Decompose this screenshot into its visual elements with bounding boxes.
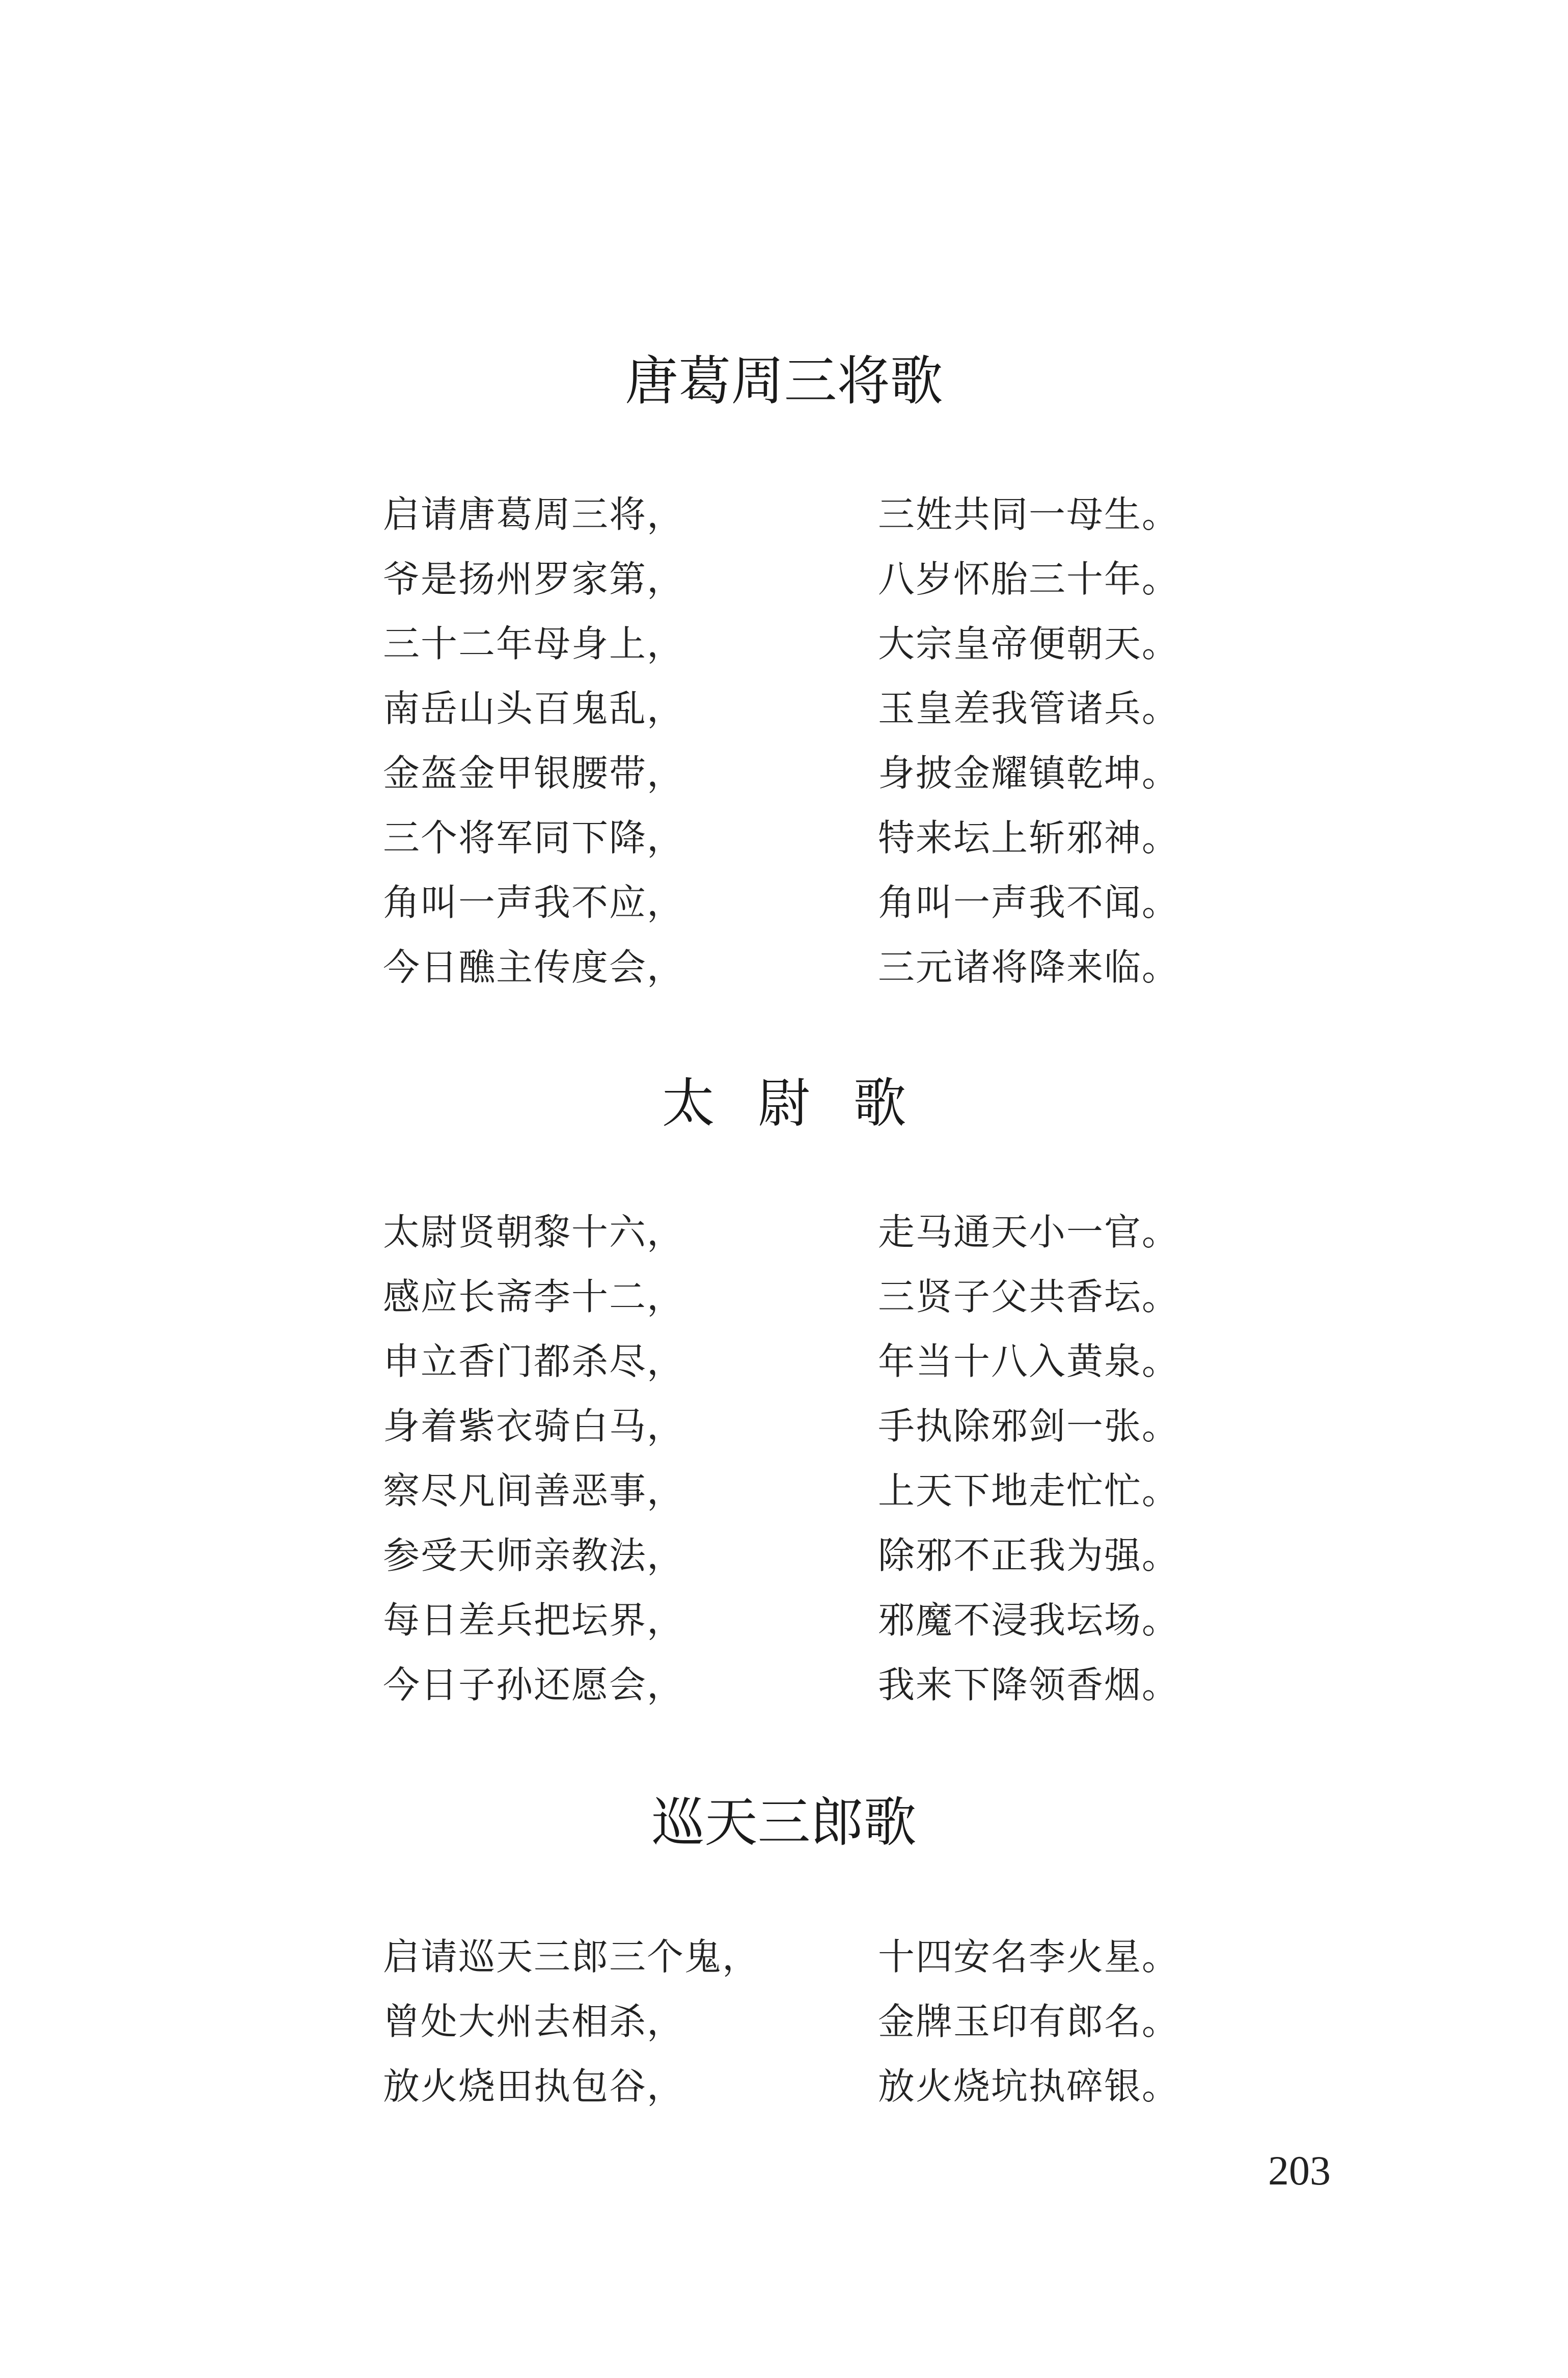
verse-second-half: 三元诸将降来临。: [878, 946, 1180, 989]
verse-second-half: 放火烧坑执碎银。: [878, 2065, 1180, 2108]
verse-line: [0, 1588, 1568, 1653]
section-title: 太尉歌: [662, 1072, 949, 1134]
verse-line: [0, 1265, 1568, 1329]
verse-line: [0, 870, 1568, 935]
verse-first-half: 身着紫衣骑白马，: [383, 1405, 685, 1447]
verse-second-half: 手执除邪剑一张。: [878, 1405, 1180, 1447]
verse-second-half: 三贤子父共香坛。: [878, 1275, 1180, 1318]
verse-first-half: 察尽凡间善恶事，: [383, 1469, 685, 1512]
verse-first-half: 角叫一声我不应，: [383, 881, 685, 924]
verse-line: [0, 547, 1568, 612]
verse-second-half: 身披金耀镇乾坤。: [878, 752, 1180, 795]
section-title: 巡天三郎歌: [651, 1791, 917, 1853]
verse-line: [0, 806, 1568, 870]
verse-first-half: 爷是扬州罗家第，: [383, 558, 685, 600]
verse-second-half: 八岁怀胎三十年。: [878, 558, 1180, 600]
verse-line: [0, 1459, 1568, 1523]
verse-first-half: 启请巡天三郎三个鬼，: [383, 1935, 760, 1978]
verse-first-half: 申立香门都杀尽，: [383, 1340, 685, 1383]
verse-second-half: 十四安名李火星。: [878, 1935, 1180, 1978]
verse-first-half: 南岳山头百鬼乱，: [383, 687, 685, 730]
verse-line: [0, 2054, 1568, 2119]
verse-first-half: 参受天师亲教法，: [383, 1534, 685, 1577]
verse-first-half: 启请唐葛周三将，: [383, 493, 685, 536]
verse-second-half: 角叫一声我不闻。: [878, 881, 1180, 924]
verse-first-half: 放火烧田执包谷，: [383, 2065, 685, 2108]
verse-line: [0, 741, 1568, 806]
verse-line: [0, 1653, 1568, 1717]
verse-line: [0, 1200, 1568, 1265]
verse-second-half: 年当十八入黄泉。: [878, 1340, 1180, 1383]
verse-second-half: 玉皇差我管诸兵。: [878, 687, 1180, 730]
verse-line: [0, 482, 1568, 547]
verse-first-half: 曾处大州去相杀，: [383, 2000, 685, 2043]
verse-line: [0, 1925, 1568, 1989]
section-title: 唐葛周三将歌: [625, 350, 943, 412]
verse-second-half: 邪魔不浸我坛场。: [878, 1599, 1180, 1642]
verse-second-half: 走马通天小一官。: [878, 1211, 1180, 1253]
verse-first-half: 金盔金甲银腰带，: [383, 752, 685, 795]
verse-first-half: 今日子孙还愿会，: [383, 1663, 685, 1706]
page-number: 203: [1268, 2147, 1331, 2194]
verse-line: [0, 1394, 1568, 1459]
verse-second-half: 三姓共同一母生。: [878, 493, 1180, 536]
verse-line: [0, 1989, 1568, 2054]
verse-first-half: 每日差兵把坛界，: [383, 1599, 685, 1642]
verse-first-half: 今日醮主传度会，: [383, 946, 685, 989]
verse-line: [0, 676, 1568, 741]
verse-first-half: 三十二年母身上，: [383, 622, 685, 665]
verse-second-half: 除邪不正我为强。: [878, 1534, 1180, 1577]
verse-second-half: 特来坛上斩邪神。: [878, 816, 1180, 859]
verse-first-half: 三个将军同下降，: [383, 816, 685, 859]
verse-second-half: 大宗皇帝便朝天。: [878, 622, 1180, 665]
verse-line: [0, 612, 1568, 676]
verse-line: [0, 1523, 1568, 1588]
verse-first-half: 感应长斋李十二，: [383, 1275, 685, 1318]
verse-second-half: 金牌玉印有郎名。: [878, 2000, 1180, 2043]
verse-second-half: 上天下地走忙忙。: [878, 1469, 1180, 1512]
verse-first-half: 太尉贤朝黎十六，: [383, 1211, 685, 1253]
verse-line: [0, 935, 1568, 1000]
verse-second-half: 我来下降领香烟。: [878, 1663, 1180, 1706]
verse-line: [0, 1329, 1568, 1394]
